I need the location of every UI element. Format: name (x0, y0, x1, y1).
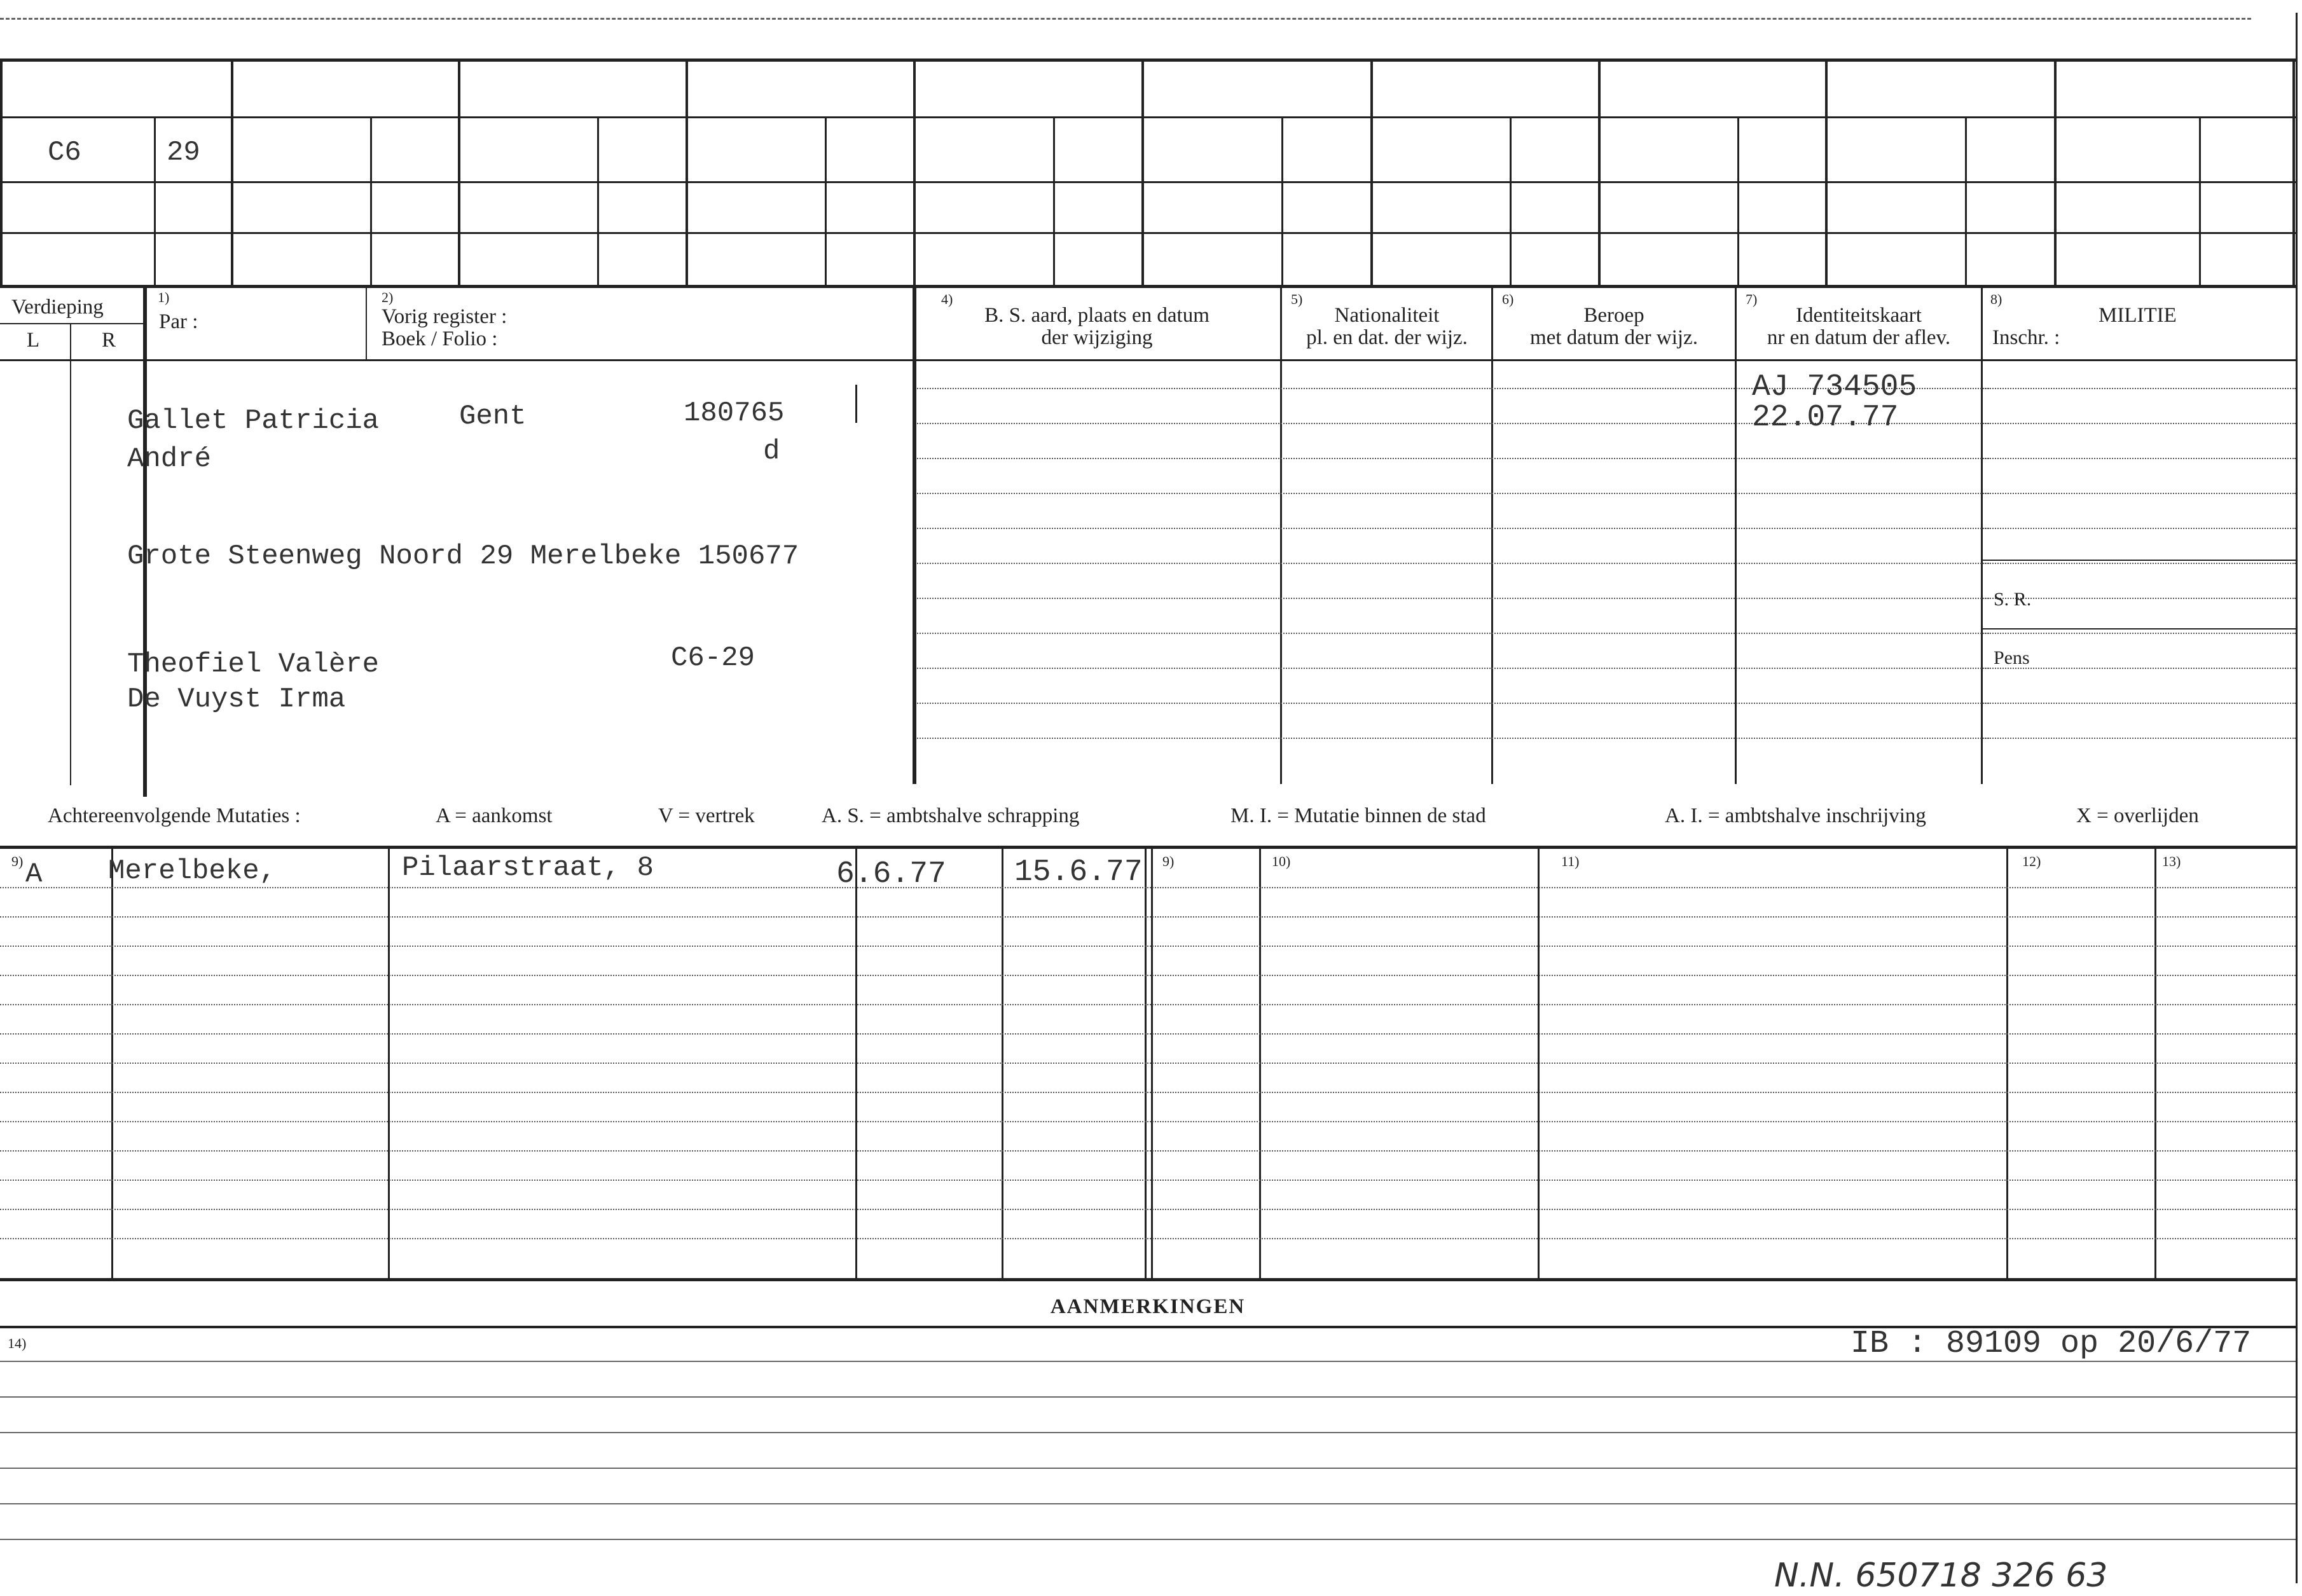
col8-number: 8) (1990, 291, 2002, 307)
col4-label1: B. S. aard, plaats en datum (984, 304, 1210, 327)
mutation-col9-num-left: 9) (11, 853, 24, 869)
top-grid-col-line (1141, 58, 1144, 286)
header-v-par-end (366, 288, 367, 359)
mutation-dotted-row (0, 1033, 2296, 1035)
legend-title: Achtereenvolgende Mutaties : (48, 804, 301, 827)
person-mark (855, 385, 857, 423)
militie-divider-1 (1983, 560, 2296, 561)
remarks-line (0, 1503, 2296, 1504)
person-birthdate: 180765 (684, 397, 785, 429)
mutation-dotted-row (0, 1004, 2296, 1005)
mutation-col-line (2006, 848, 2008, 1280)
militie-dotted-row (1983, 668, 2296, 669)
top-grid-line-1 (0, 116, 2296, 118)
col7-label1: Identiteitskaart (1796, 304, 1922, 327)
top-grid-subcol-line (597, 116, 599, 286)
militie-dotted-row (1983, 423, 2296, 424)
person-dotted-row (917, 738, 1989, 739)
national-number: N.N. 650718 326 63 (1774, 1557, 2108, 1595)
person-dotted-row (917, 633, 1989, 634)
legend-as: A. S. = ambtshalve schrapping (822, 804, 1080, 827)
top-grid-bottom-border (0, 285, 2296, 288)
person-dotted-row (917, 493, 1989, 494)
header-v-floor-lr (70, 323, 71, 359)
mutation-col-line (1259, 848, 1261, 1280)
col6-number: 6) (1502, 291, 1514, 307)
mutation-dotted-row (0, 1209, 2296, 1210)
person-dotted-row (917, 598, 1989, 599)
top-number: 29 (167, 137, 200, 169)
legend-x: X = overlijden (2076, 804, 2199, 827)
col2-label2: Boek / Folio : (382, 327, 498, 350)
militie-pens-label: Pens (1994, 647, 2030, 668)
person-address: Grote Steenweg Noord 29 Merelbeke 150677 (127, 540, 799, 572)
person-dotted-row (917, 668, 1989, 669)
top-grid-subcol-line (370, 116, 372, 286)
remarks-line (0, 1361, 2296, 1362)
mutation-date1: 6.6.77 (836, 857, 946, 891)
header-v-col6 (1491, 288, 1493, 784)
top-grid-col-line (231, 58, 233, 286)
mutation-dotted-row (0, 1121, 2296, 1122)
remarks-line (0, 1432, 2296, 1433)
person-name: Gallet Patricia (127, 405, 380, 437)
person-v-lr (70, 359, 71, 785)
top-grid-col-line (1825, 58, 1828, 286)
mutation-type: A (25, 858, 43, 890)
legend-mi: M. I. = Mutatie binnen de stad (1230, 804, 1486, 827)
remarks-line (0, 1539, 2296, 1540)
top-grid-subcol-line (825, 116, 827, 286)
mutation-bottom-border (0, 1278, 2296, 1281)
militie-divider-2 (1983, 628, 2296, 629)
mutation-col-line (1002, 848, 1003, 1280)
top-grid-subcol-line (2199, 116, 2201, 286)
mutation-col-line (111, 848, 113, 1280)
col5-label2: pl. en dat. der wijz. (1306, 326, 1468, 349)
militie-dotted-row (1983, 703, 2296, 704)
col7-label2: nr en datum der aflev. (1767, 326, 1951, 349)
col1-label: Par : (159, 310, 198, 333)
header-v-col7 (1735, 288, 1737, 784)
remarks-line (0, 1396, 2296, 1398)
person-father: Theofiel Valère (127, 649, 380, 680)
remarks-number: 14) (8, 1335, 27, 1351)
mutation-col-line (855, 848, 857, 1280)
person-mother: De Vuyst Irma (127, 684, 346, 715)
mutation-col12-num: 12) (2022, 853, 2041, 869)
militie-dotted-row (1983, 563, 2296, 564)
top-grid-subcol-line (154, 116, 156, 286)
top-grid-col-line (2054, 58, 2057, 286)
top-grid-subcol-line (1053, 116, 1055, 286)
header-bottom-border (0, 359, 2296, 361)
mutation-dotted-row (0, 916, 2296, 918)
id-card-date: 22.07.77 (1752, 401, 1899, 435)
person-sex: d (763, 436, 780, 467)
col2-label1: Vorig register : (382, 305, 507, 328)
remarks-entry: IB : 89109 op 20/6/77 (1851, 1326, 2252, 1362)
mutation-dotted-row (0, 1180, 2296, 1181)
top-grid-col-line (686, 58, 688, 286)
top-grid-top-border (0, 58, 2296, 62)
mutation-col-line (2154, 848, 2156, 1280)
col8-label1: MILITIE (2099, 304, 2177, 327)
legend-a: A = aankomst (436, 804, 553, 827)
right-scan-edge (2296, 13, 2298, 1583)
mutation-col-line (388, 848, 390, 1280)
mutation-dotted-row (0, 1063, 2296, 1064)
mutation-col10-num: 10) (1272, 853, 1291, 869)
militie-sr-label: S. R. (1994, 589, 2032, 610)
person-second-name: André (127, 443, 212, 475)
legend-v: V = vertrek (658, 804, 755, 827)
mutation-date2: 15.6.77 (1014, 855, 1143, 890)
mutation-dotted-row (0, 946, 2296, 947)
top-dashed-line (0, 18, 2251, 20)
militie-dotted-row (1983, 493, 2296, 494)
header-v-col8 (1981, 288, 1983, 784)
militie-dotted-row (1983, 388, 2296, 389)
col6-label2: met datum der wijz. (1530, 326, 1698, 349)
mutation-col11-num: 11) (1561, 853, 1580, 869)
mutation-col9-num-right: 9) (1162, 853, 1175, 869)
remarks-line (0, 1468, 2296, 1469)
id-card-number: AJ 734505 (1752, 370, 1917, 404)
mutation-col13-num: 13) (2162, 853, 2181, 869)
militie-dotted-row (1983, 633, 2296, 634)
floor-left-label: L (27, 329, 40, 352)
col7-number: 7) (1746, 291, 1758, 307)
top-grid-line-3 (0, 232, 2296, 234)
top-grid-col-line (1598, 58, 1601, 286)
mutation-street: Pilaarstraat, 8 (402, 852, 654, 884)
top-grid-col-line (913, 58, 916, 286)
header-v-left-block (913, 288, 916, 784)
floor-right-label: R (102, 329, 116, 352)
col4-number: 4) (941, 291, 953, 307)
legend-ai: A. I. = ambtshalve inschrijving (1665, 804, 1926, 827)
mutation-col-line (1538, 848, 1540, 1280)
militie-dotted-row (1983, 458, 2296, 459)
person-dotted-row (917, 458, 1989, 459)
top-grid-col-line (2292, 58, 2295, 286)
mutation-dotted-row (0, 975, 2296, 976)
person-dotted-row (917, 563, 1989, 564)
top-grid-line-2 (0, 181, 2296, 183)
col1-number: 1) (158, 289, 170, 305)
col8-label2: Inschr. : (1992, 326, 2060, 349)
top-grid-col-line (458, 58, 460, 286)
mutation-dotted-row (0, 1092, 2296, 1093)
top-grid-subcol-line (1965, 116, 1967, 286)
floor-divider (0, 323, 145, 324)
mutation-dotted-row (0, 1238, 2296, 1239)
header-v-col5 (1280, 288, 1282, 784)
top-grid-subcol-line (1281, 116, 1283, 286)
mutation-city: Merelbeke, (108, 855, 277, 887)
mutation-col-line (1151, 848, 1153, 1280)
col4-label2: der wijziging (1041, 326, 1153, 349)
top-grid-subcol-line (1737, 116, 1739, 286)
floor-label: Verdieping (11, 296, 104, 319)
top-grid-col-line (0, 58, 3, 286)
militie-dotted-row (1983, 528, 2296, 529)
person-ref: C6-29 (671, 642, 755, 674)
top-grid-subcol-line (1510, 116, 1512, 286)
mutation-col-line (1145, 848, 1147, 1280)
person-dotted-row (917, 703, 1989, 704)
col2-number: 2) (382, 289, 394, 305)
col5-label1: Nationaliteit (1334, 304, 1440, 327)
mutation-dotted-row (0, 887, 2296, 888)
mutation-dotted-row (0, 1150, 2296, 1152)
top-grid-col-line (1370, 58, 1373, 286)
militie-dotted-row (1983, 738, 2296, 739)
person-dotted-row (917, 528, 1989, 529)
person-birthplace: Gent (459, 401, 527, 432)
col6-label1: Beroep (1583, 304, 1644, 327)
col5-number: 5) (1291, 291, 1303, 307)
top-code: C6 (48, 137, 81, 169)
remarks-title: AANMERKINGEN (1050, 1295, 1246, 1318)
mutation-top-border (0, 846, 2296, 849)
